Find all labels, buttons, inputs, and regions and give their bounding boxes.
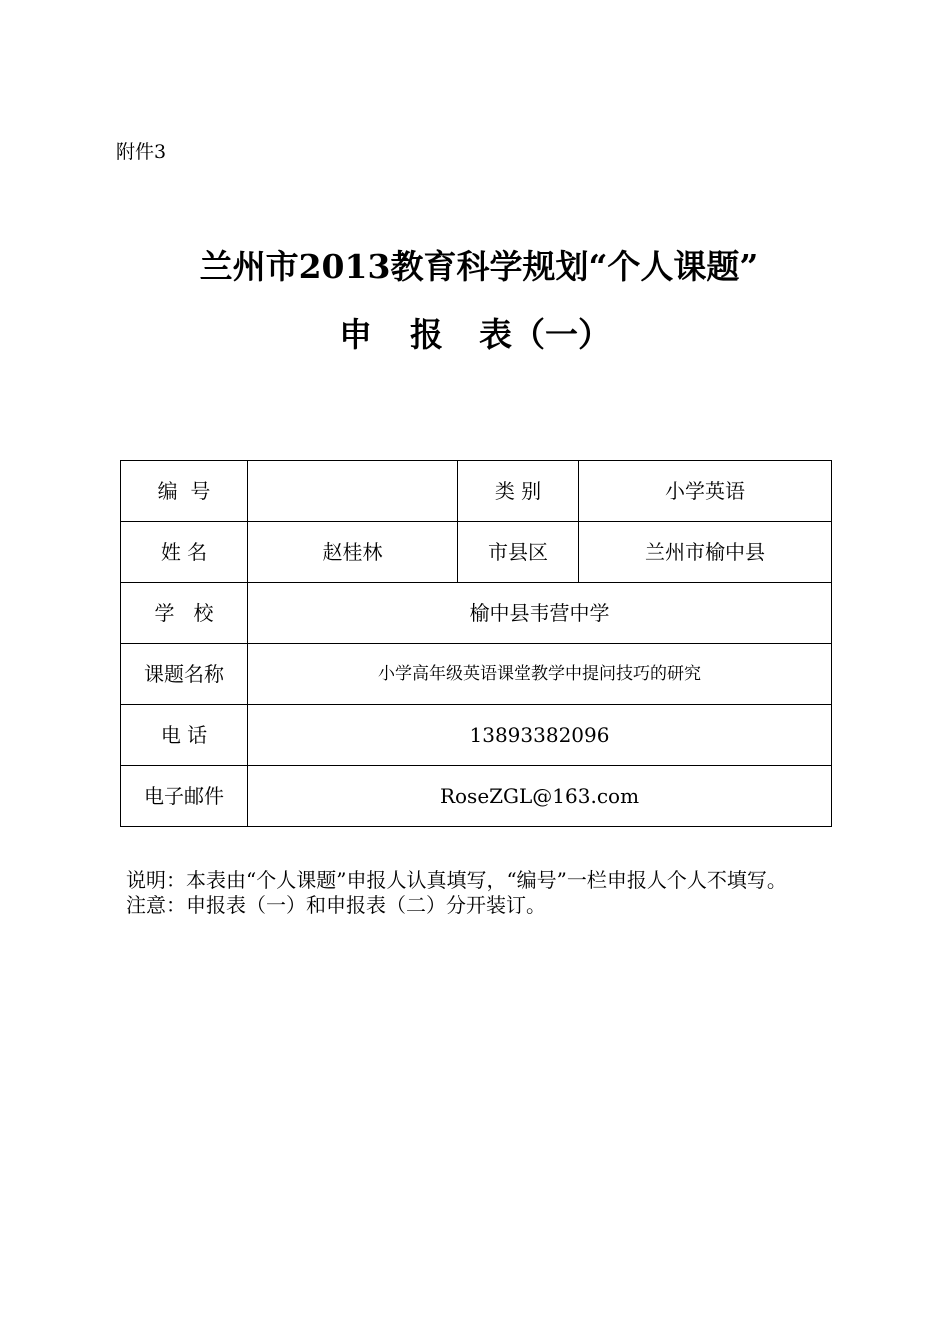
label-phone: 电 话 bbox=[121, 705, 248, 766]
document-title: 兰州市2013教育科学规划“个人课题” bbox=[199, 247, 759, 286]
label-topic: 课题名称 bbox=[121, 644, 248, 705]
value-phone: 13893382096 bbox=[248, 705, 832, 766]
subtitle-char-bao: 报 bbox=[410, 315, 443, 354]
value-school: 榆中县韦营中学 bbox=[248, 583, 832, 644]
table-row bbox=[121, 644, 832, 705]
table-row bbox=[121, 705, 832, 766]
label-category: 类 别 bbox=[458, 461, 579, 522]
table-row bbox=[121, 766, 832, 827]
value-email: RoseZGL@163.com bbox=[248, 766, 832, 827]
table-row bbox=[121, 522, 832, 583]
table-row bbox=[121, 461, 832, 522]
subtitle-biao: 表（一） bbox=[479, 315, 611, 354]
value-district: 兰州市榆中县 bbox=[579, 522, 832, 583]
label-district: 市县区 bbox=[458, 522, 579, 583]
value-category: 小学英语 bbox=[579, 461, 832, 522]
label-email: 电子邮件 bbox=[121, 766, 248, 827]
subtitle-char-shen: 申 bbox=[339, 315, 372, 354]
attachment-label: 附件3 bbox=[116, 141, 167, 163]
value-number bbox=[248, 461, 458, 522]
table-row bbox=[121, 583, 832, 644]
label-number: 编 号 bbox=[121, 461, 248, 522]
note-explanation: 说明：本表由“个人课题”申报人认真填写，“编号”一栏申报人个人不填写。 bbox=[126, 868, 787, 892]
value-topic: 小学高年级英语课堂教学中提问技巧的研究 bbox=[248, 644, 832, 705]
notes-section bbox=[116, 868, 842, 918]
label-name: 姓 名 bbox=[121, 522, 248, 583]
note-attention: 注意：申报表（一）和申报表（二）分开装订。 bbox=[126, 893, 546, 917]
application-form-table bbox=[120, 460, 832, 827]
value-name: 赵桂林 bbox=[248, 522, 458, 583]
document-subtitle bbox=[0, 312, 950, 358]
label-school: 学 校 bbox=[121, 583, 248, 644]
